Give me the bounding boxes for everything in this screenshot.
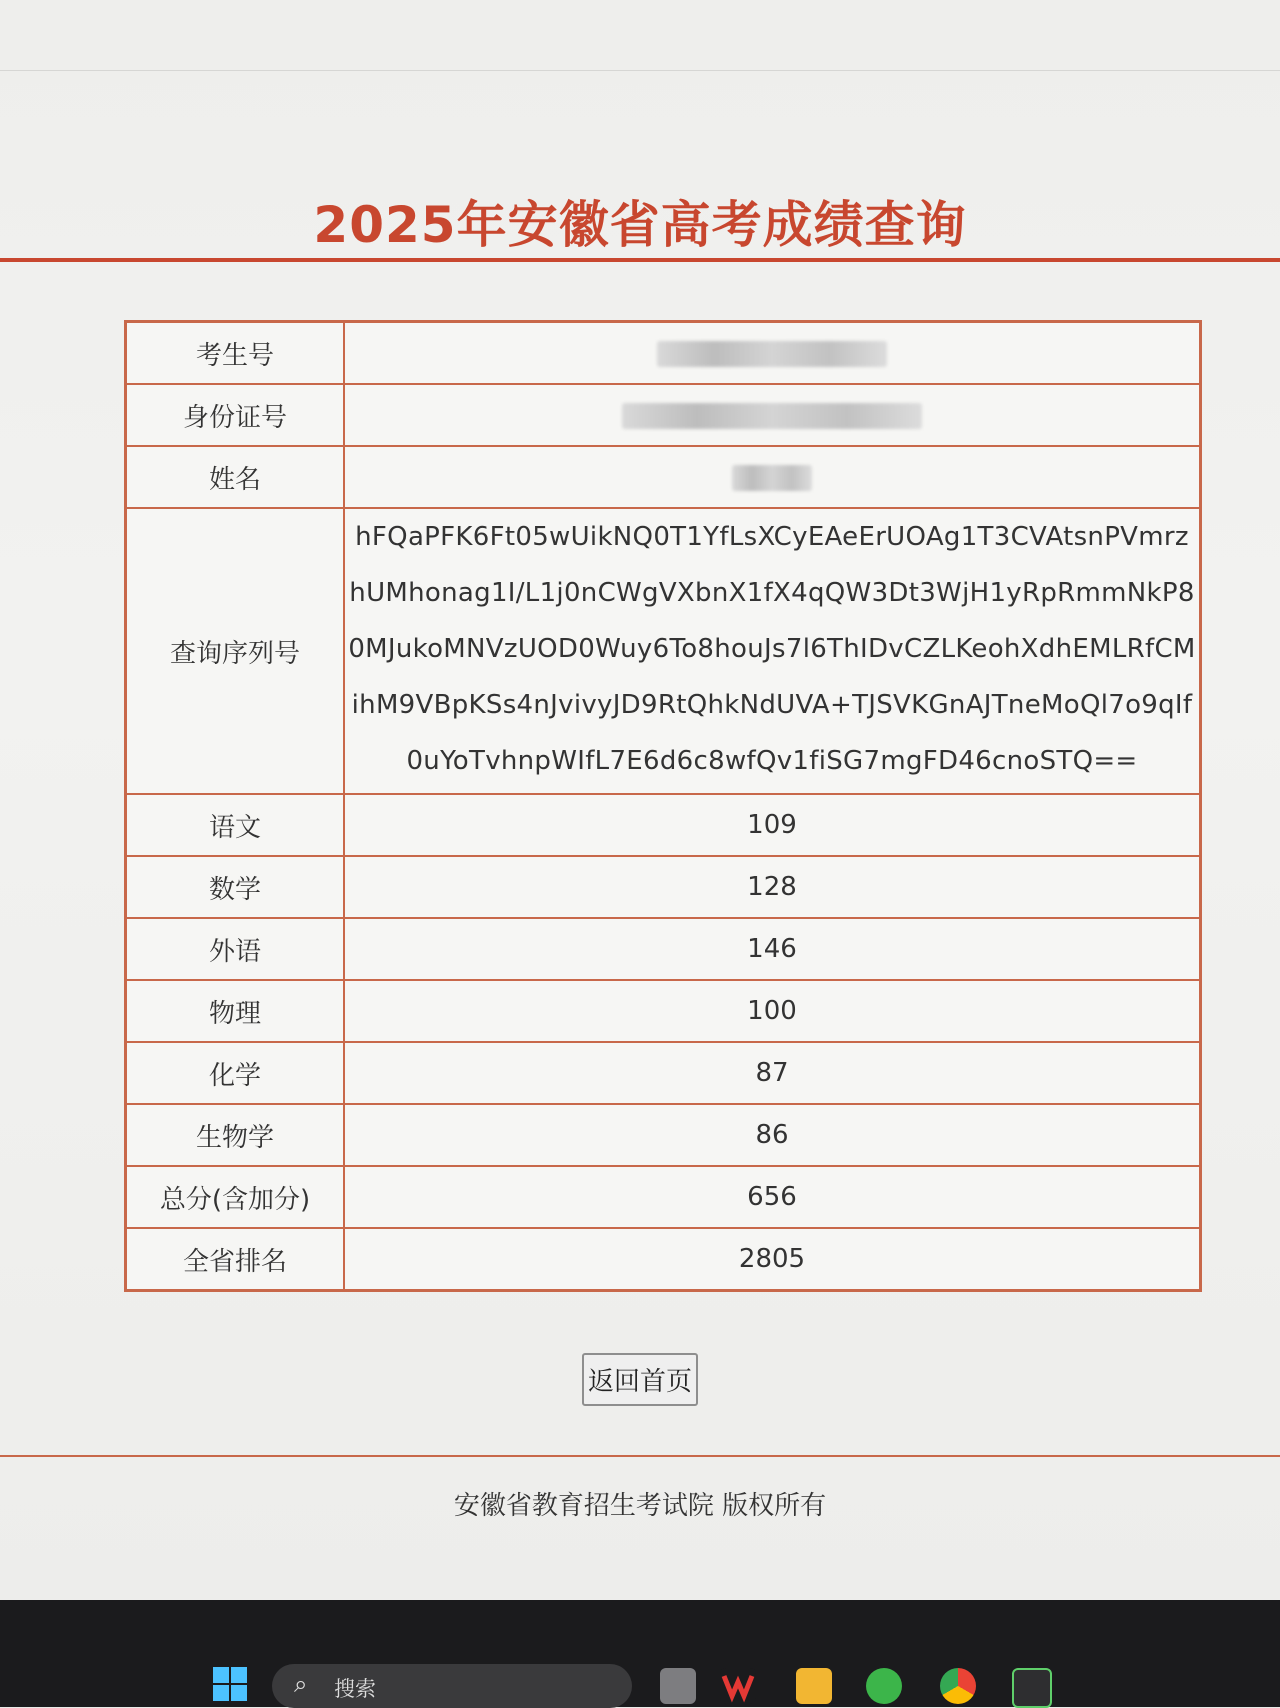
task-view-icon[interactable] <box>660 1668 696 1704</box>
serial-value: hFQaPFK6Ft05wUikNQ0T1YfLsXCyEAeErUOAg1T3CVAtsnPVmrzhUMhonag1I/L1j0nCWgVXbnX1fX4qQW3Dt3WjH1yRpRmmNkP80MJukoMNVzUOD0Wuy6To8houJs7l6ThIDvCZLKeohXdhEMLRfCMihM9VBpKSs4nJvivyJD9RtQhkNdUVA+TJSVKGnAJTneMoQl7o9qIf0uYoTvhnpWIfL7E6d6c8wfQv1fiSG7mgFD46cnoSTQ== <box>344 508 1201 794</box>
table-row <box>126 794 1201 856</box>
chemistry-score: 87 <box>344 1042 1201 1104</box>
row-label-serial: 查询序列号 <box>126 508 345 794</box>
row-label-math: 数学 <box>126 856 345 918</box>
table-row <box>126 856 1201 918</box>
biology-score: 86 <box>344 1104 1201 1166</box>
wps-icon[interactable] <box>720 1668 756 1704</box>
taskbar-search-input[interactable] <box>272 1664 632 1708</box>
redacted-id-number <box>622 403 922 429</box>
name-value <box>344 446 1201 508</box>
top-divider <box>0 70 1280 71</box>
table-row <box>126 918 1201 980</box>
province-rank: 2805 <box>344 1228 1201 1291</box>
table-row <box>126 980 1201 1042</box>
search-icon: ⌕ <box>294 1670 308 1698</box>
file-explorer-icon[interactable] <box>796 1668 832 1704</box>
exam-number-value <box>344 322 1201 385</box>
copyright-footer: 安徽省教育招生考试院 版权所有 <box>453 1491 827 1521</box>
row-label-chemistry: 化学 <box>126 1042 345 1104</box>
footer-divider <box>0 1455 1280 1457</box>
search-placeholder: 搜索 <box>334 1677 376 1701</box>
redacted-name <box>732 465 812 491</box>
title-divider <box>0 258 1280 262</box>
row-label-id-number: 身份证号 <box>126 384 345 446</box>
page-title: 2025年安徽省高考成绩查询 <box>313 196 967 254</box>
redacted-exam-number <box>657 341 887 367</box>
math-score: 128 <box>344 856 1201 918</box>
table-row <box>126 384 1201 446</box>
score-table <box>124 320 1202 1292</box>
row-label-chinese: 语文 <box>126 794 345 856</box>
table-row <box>126 1166 1201 1228</box>
id-number-value <box>344 384 1201 446</box>
table-row <box>126 1104 1201 1166</box>
table-row <box>126 1042 1201 1104</box>
row-label-physics: 物理 <box>126 980 345 1042</box>
back-to-home-button[interactable]: 返回首页 <box>582 1353 698 1406</box>
row-label-total: 总分(含加分) <box>126 1166 345 1228</box>
row-label-province-rank: 全省排名 <box>126 1228 345 1291</box>
table-row <box>126 322 1201 385</box>
chinese-score: 109 <box>344 794 1201 856</box>
button-row <box>0 1353 1280 1406</box>
chrome-icon[interactable] <box>940 1668 976 1704</box>
taskbar <box>0 1600 1280 1707</box>
row-label-exam-number: 考生号 <box>126 322 345 385</box>
foreign-language-score: 146 <box>344 918 1201 980</box>
table-row <box>126 446 1201 508</box>
table-row <box>126 508 1201 794</box>
total-score: 656 <box>344 1166 1201 1228</box>
terminal-icon[interactable] <box>1012 1668 1052 1708</box>
wechat-icon[interactable] <box>866 1668 902 1704</box>
table-row <box>126 1228 1201 1291</box>
row-label-biology: 生物学 <box>126 1104 345 1166</box>
row-label-foreign-language: 外语 <box>126 918 345 980</box>
row-label-name: 姓名 <box>126 446 345 508</box>
physics-score: 100 <box>344 980 1201 1042</box>
windows-start-icon[interactable] <box>212 1666 248 1702</box>
